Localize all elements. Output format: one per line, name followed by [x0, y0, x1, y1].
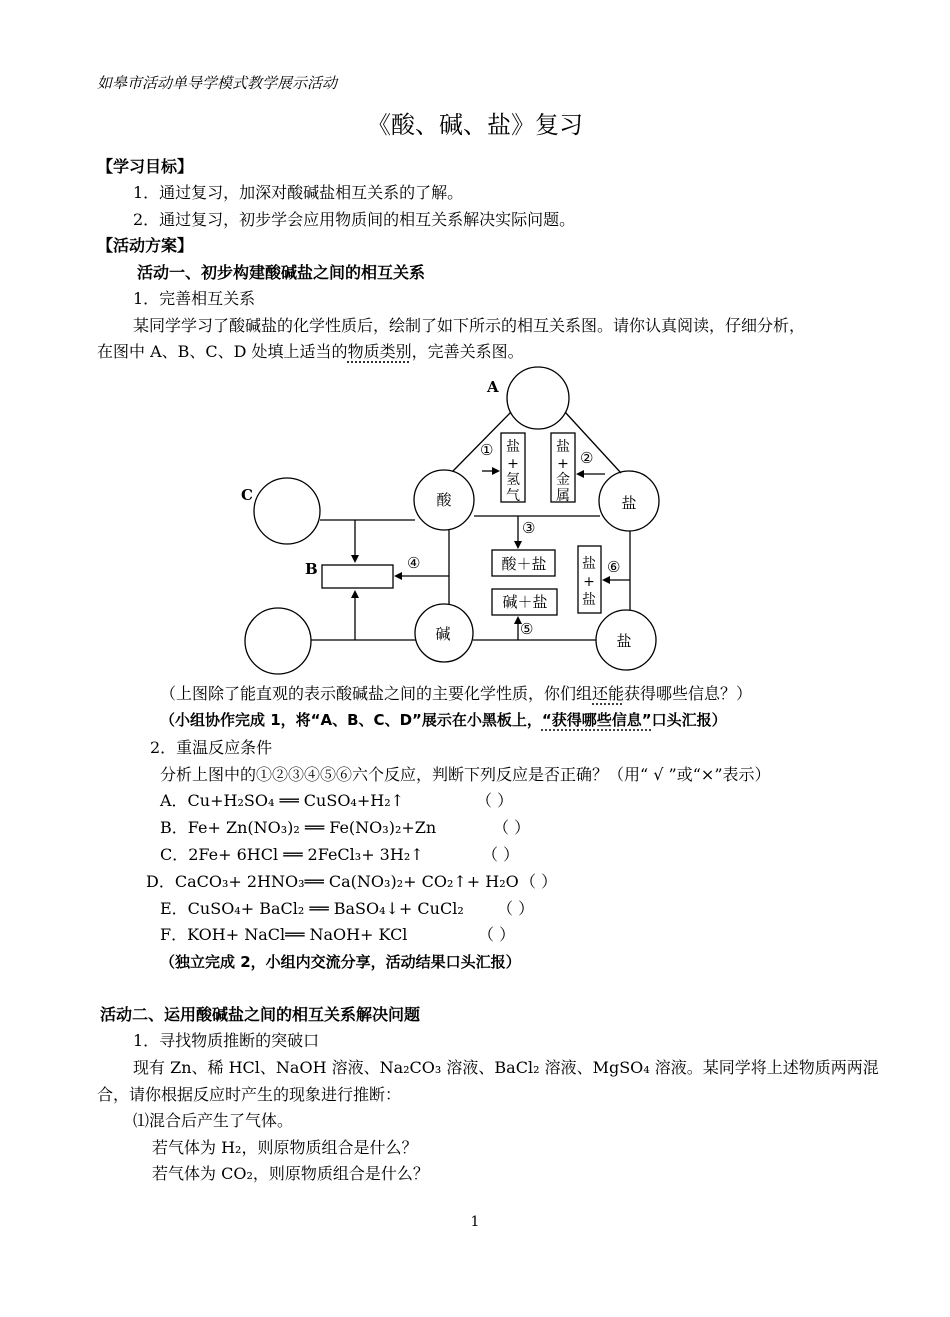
activity2-paragraph-line1: 现有 Zn、稀 HCl、NaOH 溶液、Na₂CO₃ 溶液、BaCl₂ 溶液、MgSO₄ 溶液。某同学将上述物质两两混 [133, 1058, 879, 1077]
label-C: C [241, 486, 253, 504]
node-acid-label: 酸 [436, 491, 452, 509]
reaction-A: A．Cu+H₂SO₄ ══ CuSO₄+H₂↑ [160, 791, 405, 810]
task1-instruction [160, 710, 727, 730]
activity1-paragraph-line1: 某同学学习了酸碱盐的化学性质后，绘制了如下所示的相互关系图。请你认真阅读，仔细分析， [133, 316, 806, 335]
page-header: 如皋市活动单导学模式教学展示活动 [97, 74, 338, 92]
plan-heading: 【活动方案】 [97, 236, 194, 255]
box-B [322, 565, 393, 588]
emphasis-text: “获得哪些信息” [541, 711, 652, 729]
box-acid-salt-label: 酸＋盐 [501, 555, 547, 573]
box-salt-metal-label: 盐+金属 [556, 439, 570, 504]
label-A: A [487, 378, 499, 396]
reaction-B: B．Fe+ Zn(NO₃)₂ ══ Fe(NO₃)₂+Zn [160, 818, 437, 837]
reaction-C: C．2Fe+ 6HCl ══ 2FeCl₃+ 3H₂↑ [160, 845, 424, 864]
box-salt-salt-label: 盐+盐 [582, 556, 596, 608]
task2-instruction: （独立完成 2，小组内交流分享，活动结果口头汇报） [160, 953, 521, 971]
answer-blank-D[interactable]: （ ） [520, 872, 558, 891]
activity2-paragraph-line2: 合，请你根据反应时产生的现象进行推断： [97, 1085, 402, 1104]
box-base-salt-label: 碱＋盐 [502, 593, 548, 611]
text-run: （上图除了能直观的表示酸碱盐之间的主要化学性质，你们组 [160, 684, 593, 703]
answer-blank-E[interactable]: （ ） [497, 899, 535, 918]
objective-item-2: 2．通过复习，初步学会应用物质间的相互关系解决实际问题。 [133, 210, 576, 229]
activity1-sub2: 2．重温反应条件 [150, 738, 273, 757]
answer-blank-A[interactable]: （ ） [476, 791, 514, 810]
activity2-sub1: 1．寻找物质推断的突破口 [133, 1031, 320, 1050]
emphasis-text: 还能 [592, 684, 625, 703]
reaction-number-1: ① [480, 441, 494, 459]
text-run: 获得哪些信息？） [624, 684, 753, 703]
circle-C [254, 478, 320, 544]
reaction-number-2: ② [580, 449, 594, 467]
reaction-D: D．CaCO₃+ 2HNO₃══ Ca(NO₃)₂+ CO₂↑+ H₂O [146, 872, 519, 891]
page-number: 1 [470, 1214, 480, 1230]
activity1-sub1: 1．完善相互关系 [133, 289, 256, 308]
question-1b: 若气体为 CO₂，则原物质组合是什么？ [152, 1164, 429, 1183]
answer-blank-B[interactable]: （ ） [493, 818, 531, 837]
text-run: 在图中 A、B、C、D 处填上适当的 [97, 342, 348, 361]
text-run: ，完善关系图。 [411, 342, 524, 361]
objective-item-1: 1．通过复习，加深对酸碱盐相互关系的了解。 [133, 183, 464, 202]
circle-A [507, 367, 569, 429]
text-run: （小组协作完成 1，将“A、B、C、D”展示在小黑板上， [160, 711, 542, 729]
reaction-number-3: ③ [522, 519, 536, 537]
answer-blank-C[interactable]: （ ） [482, 845, 520, 864]
objectives-heading: 【学习目标】 [97, 157, 194, 176]
node-salt-top-label: 盐 [621, 494, 637, 512]
diagram-question [160, 684, 752, 704]
page-title: 《酸、碱、盐》复习 [367, 111, 583, 139]
analyze-instruction: 分析上图中的①②③④⑤⑥六个反应，判断下列反应是否正确？（用“ √ ”或“×”表示） [160, 765, 771, 784]
question-1: ⑴混合后产生了气体。 [133, 1111, 294, 1130]
activity1-heading: 活动一、初步构建酸碱盐之间的相互关系 [137, 263, 426, 282]
text-run: 口头汇报） [651, 711, 727, 729]
reaction-F: F．KOH+ NaCl══ NaOH+ KCl [160, 925, 408, 944]
reaction-E: E．CuSO₄+ BaCl₂ ══ BaSO₄↓+ CuCl₂ [160, 899, 464, 918]
emphasis-text: 物质类别 [347, 342, 412, 361]
label-B: B [305, 560, 318, 578]
answer-blank-F[interactable]: （ ） [478, 925, 516, 944]
reaction-number-6: ⑥ [607, 558, 621, 576]
reaction-number-4: ④ [407, 554, 421, 572]
node-base-label: 碱 [435, 625, 451, 643]
question-1a: 若气体为 H₂，则原物质组合是什么？ [152, 1138, 418, 1157]
circle-D [245, 608, 311, 674]
node-salt-bottom-label: 盐 [616, 632, 632, 650]
activity2-heading: 活动二、运用酸碱盐之间的相互关系解决问题 [100, 1005, 421, 1024]
box-salt-hydrogen-label: 盐+氢气 [506, 439, 520, 504]
reaction-number-5: ⑤ [520, 620, 534, 638]
